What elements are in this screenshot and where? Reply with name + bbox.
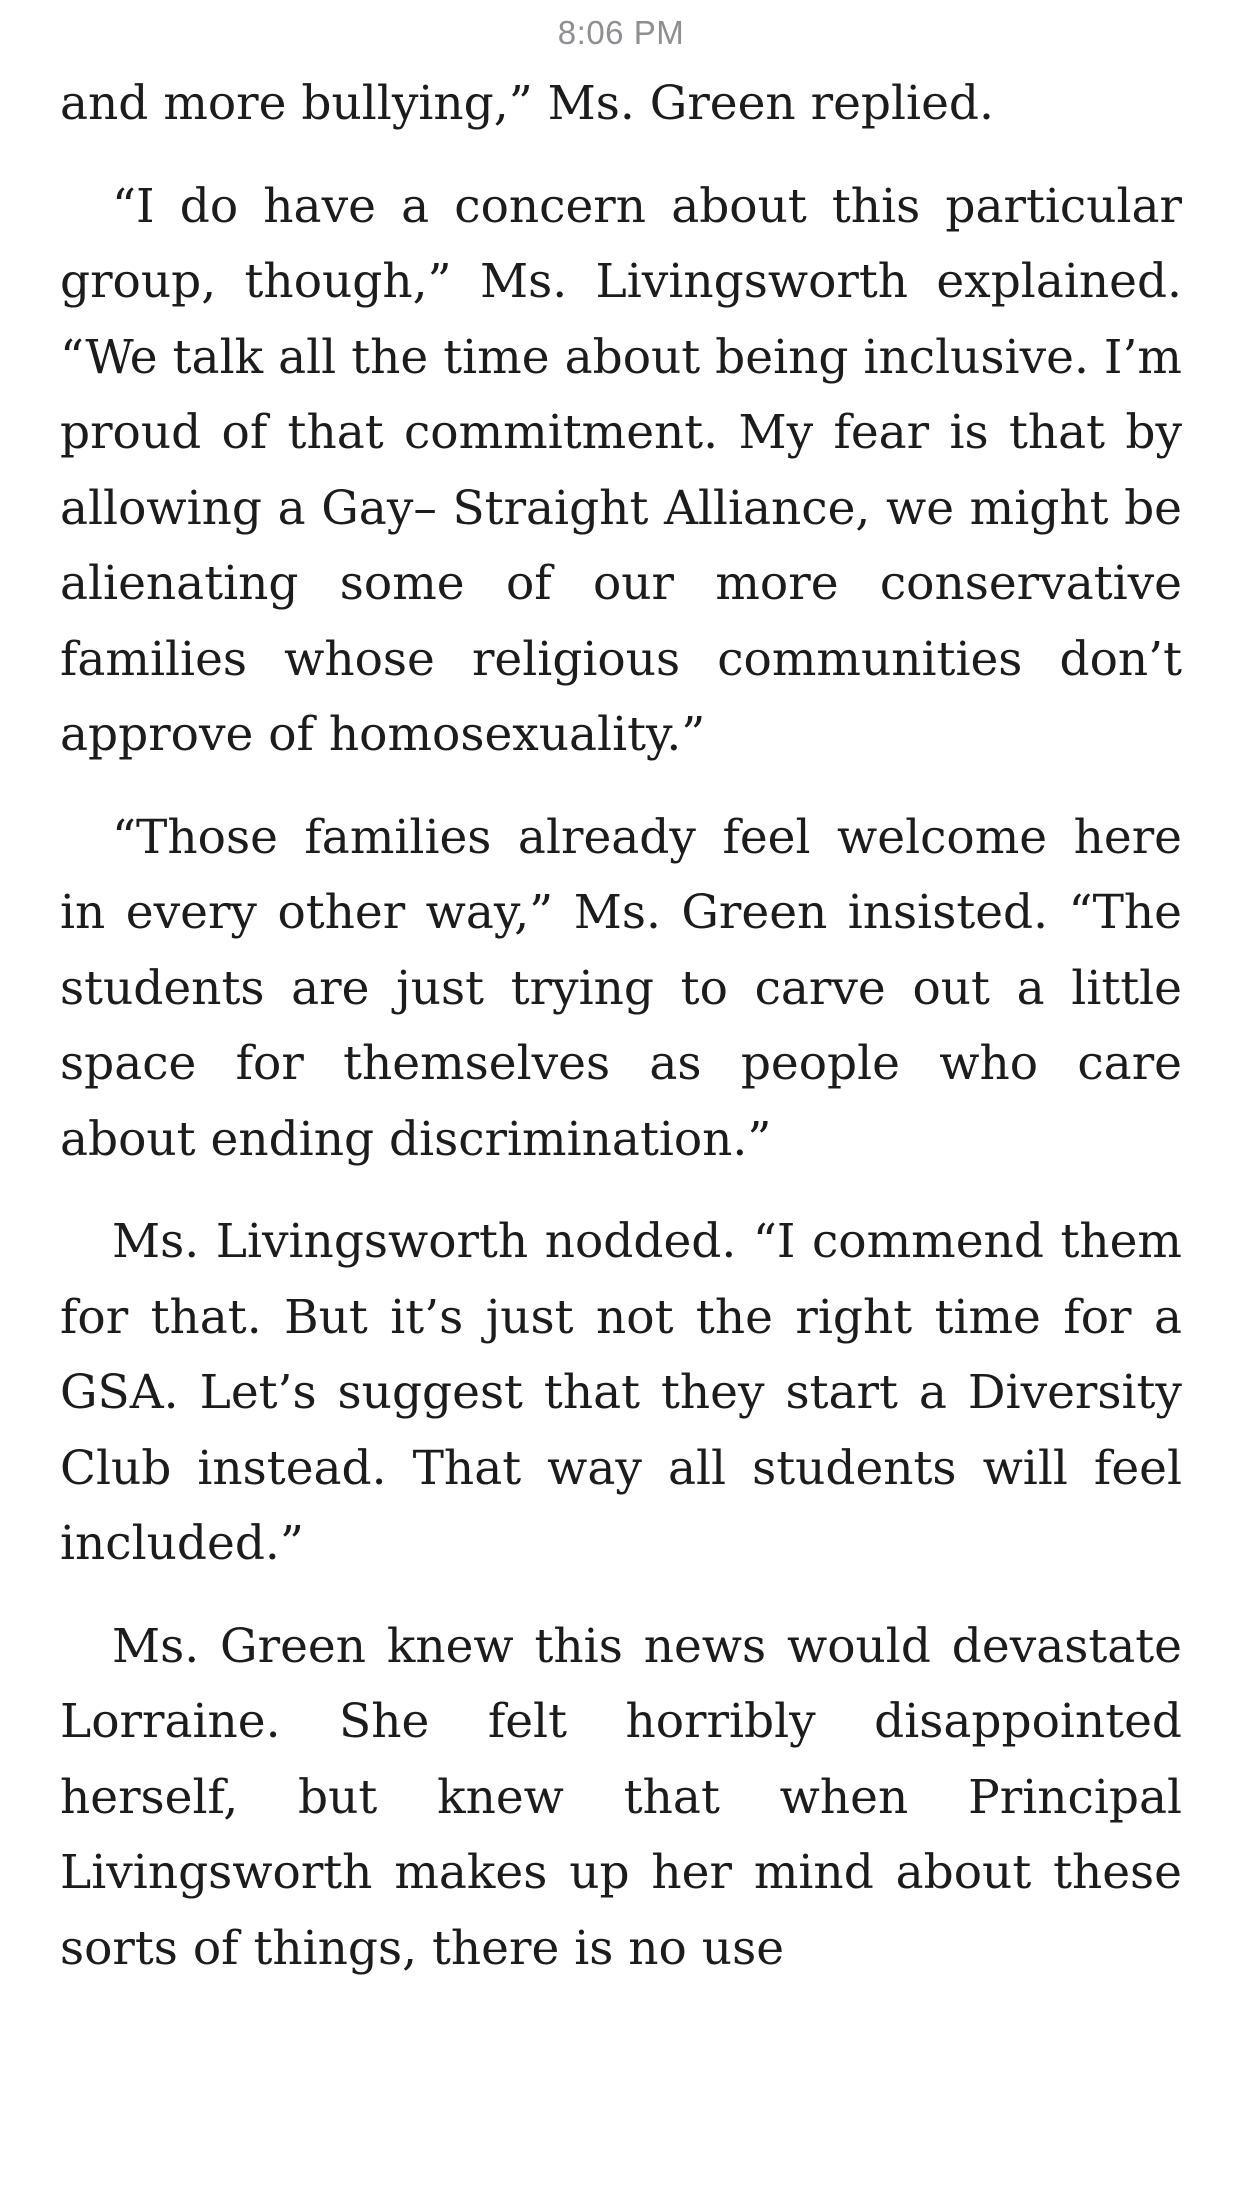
status-time: 8:06 PM	[557, 14, 685, 51]
paragraph: “Those families already feel welcome here in every other way,” Ms. Green insisted. “The students are just trying to carve out a little space for themselves as people who care about ending discrimination.”	[60, 809, 1182, 1167]
book-page[interactable]	[60, 66, 1182, 2013]
paragraph: Ms. Green knew this news would devastate Lorraine. She felt horribly disappointed herself, but knew that when Principal Livingsworth makes up her mind about these sorts of things, there is no use	[60, 1618, 1182, 1976]
paragraph-continued: and more bullying,” Ms. Green replied.	[60, 76, 994, 131]
paragraph: “I do have a concern about this particular group, though,” Ms. Livingsworth explained. “We talk all the time about being inclusive. I’m proud of that commitment. My fear is that by allowing a Gay– Straight Alliance, we might be alienating some of our more conservative families whose religious communities don’t approve of homosexuality.”	[60, 178, 1182, 762]
paragraph: Ms. Livingsworth nodded. “I commend them for that. But it’s just not the right time for a GSA. Let’s suggest that they start a Diversity Club instead. That way all students will feel included.”	[60, 1214, 1182, 1571]
status-bar	[0, 0, 1242, 62]
